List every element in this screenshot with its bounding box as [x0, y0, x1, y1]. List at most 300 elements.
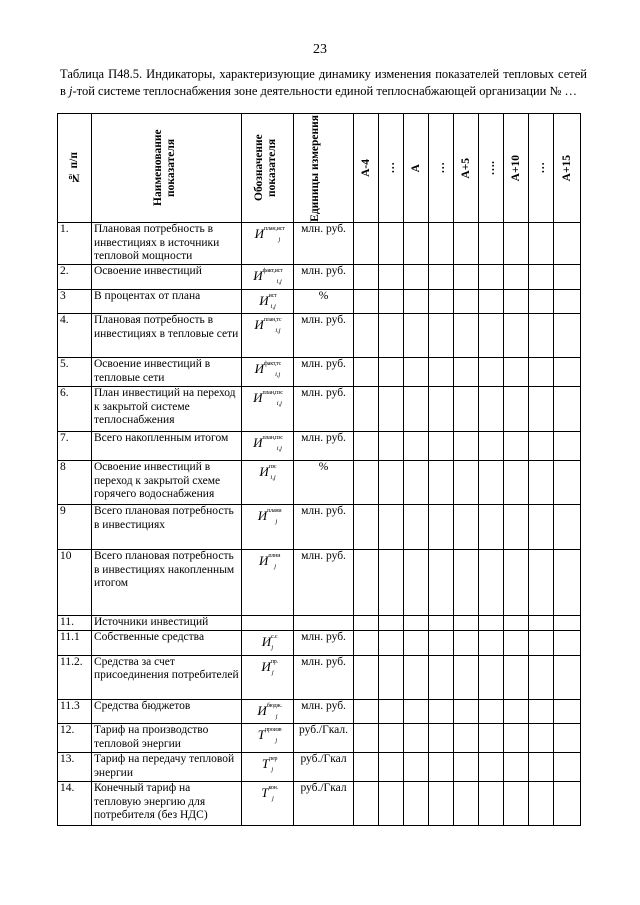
- value-cell: [479, 631, 504, 656]
- value-cell: [504, 550, 529, 616]
- row-number: 10: [58, 550, 92, 616]
- value-cell: [454, 223, 479, 265]
- caption-part-2: -той системе теплоснабжения зоне деятельности единой теплоснабжающей организации № …: [72, 84, 578, 98]
- designation-base: И: [257, 702, 267, 718]
- value-cell: [454, 550, 479, 616]
- value-cell: [429, 505, 454, 550]
- value-cell: [354, 314, 379, 358]
- designation-superscript: плни: [268, 553, 281, 559]
- indicator-unit: млн. руб.: [294, 550, 354, 616]
- designation-subscript: j: [271, 795, 274, 802]
- designation-symbol: [254, 317, 280, 332]
- value-cell: [379, 550, 404, 616]
- table-row: [58, 314, 581, 358]
- designation-base: И: [253, 268, 263, 283]
- value-cell: [454, 387, 479, 432]
- column-header: [479, 114, 504, 223]
- value-cell: [454, 265, 479, 290]
- designation-superscript: план,тс: [263, 317, 282, 323]
- indicator-designation: [242, 753, 294, 782]
- value-cell: [529, 461, 554, 505]
- value-cell: [379, 432, 404, 461]
- header-row: [58, 114, 581, 223]
- value-cell: [529, 223, 554, 265]
- value-cell: [529, 505, 554, 550]
- value-cell: [379, 387, 404, 432]
- value-cell: [429, 358, 454, 387]
- value-cell: [529, 265, 554, 290]
- designation-symbol: [257, 702, 282, 720]
- value-cell: [479, 550, 504, 616]
- value-cell: [379, 724, 404, 753]
- indicator-unit: млн. руб.: [294, 265, 354, 290]
- column-header: [429, 114, 454, 223]
- value-cell: [529, 387, 554, 432]
- value-cell: [354, 631, 379, 656]
- column-header: [58, 114, 92, 223]
- value-cell: [404, 724, 429, 753]
- column-header: [404, 114, 429, 223]
- value-cell: [429, 461, 454, 505]
- indicator-name: Средства за счет присоединения потребителей: [92, 655, 242, 699]
- indicator-designation: [242, 432, 294, 461]
- indicator-designation: [242, 505, 294, 550]
- value-cell: [479, 265, 504, 290]
- value-cell: [354, 223, 379, 265]
- value-cell: [504, 724, 529, 753]
- value-cell: [379, 314, 404, 358]
- value-cell: [479, 616, 504, 631]
- value-cell: [404, 655, 429, 699]
- designation-subscript: j: [275, 712, 278, 720]
- designation-base: Т: [261, 785, 269, 800]
- designation-base: И: [259, 464, 269, 479]
- indicator-designation: [242, 461, 294, 505]
- value-cell: [479, 432, 504, 461]
- row-number: 13.: [58, 753, 92, 782]
- value-cell: [454, 655, 479, 699]
- value-cell: [379, 616, 404, 631]
- table-row: [58, 265, 581, 290]
- designation-superscript: с.с: [271, 634, 278, 640]
- indicator-name: Всего плановая потребность в инвестициях: [92, 505, 242, 550]
- column-header-label: Единицы измерения: [308, 114, 321, 222]
- value-cell: [529, 289, 554, 314]
- value-cell: [354, 387, 379, 432]
- designation-subscript: i,j: [276, 278, 282, 285]
- value-cell: [504, 358, 529, 387]
- column-header: [454, 114, 479, 223]
- value-cell: [454, 432, 479, 461]
- designation-symbol: [254, 226, 285, 243]
- value-cell: [404, 314, 429, 358]
- column-header-label: А+10: [509, 154, 522, 182]
- value-cell: [429, 387, 454, 432]
- row-number: 2.: [58, 265, 92, 290]
- value-cell: [404, 699, 429, 724]
- indicator-name: Собственные средства: [92, 631, 242, 656]
- value-cell: [554, 265, 581, 290]
- indicator-unit: %: [294, 289, 354, 314]
- value-cell: [404, 461, 429, 505]
- row-number: 11.: [58, 616, 92, 631]
- designation-base: И: [257, 508, 268, 523]
- row-number: 6.: [58, 387, 92, 432]
- designation-symbol: [261, 634, 278, 651]
- column-header: [354, 114, 379, 223]
- indicator-name: Освоение инвестиций в тепловые сети: [92, 358, 242, 387]
- value-cell: [454, 358, 479, 387]
- value-cell: [379, 505, 404, 550]
- value-cell: [379, 358, 404, 387]
- value-cell: [554, 550, 581, 616]
- value-cell: [479, 505, 504, 550]
- value-cell: [504, 432, 529, 461]
- value-cell: [529, 550, 554, 616]
- row-number: 11.1: [58, 631, 92, 656]
- column-header-label: А: [409, 163, 422, 173]
- indicator-unit: руб./Гкал: [294, 782, 354, 826]
- indicator-unit: млн. руб.: [294, 223, 354, 265]
- row-number: 1.: [58, 223, 92, 265]
- indicator-designation: [242, 223, 294, 265]
- value-cell: [479, 223, 504, 265]
- designation-symbol: [253, 435, 282, 450]
- value-cell: [379, 461, 404, 505]
- indicator-unit: млн. руб.: [294, 699, 354, 724]
- indicator-name: Плановая потребность в инвестициях в источники тепловой мощности: [92, 223, 242, 265]
- value-cell: [354, 655, 379, 699]
- designation-subscript: i,j: [270, 302, 276, 310]
- indicator-designation: [242, 550, 294, 616]
- value-cell: [479, 289, 504, 314]
- value-cell: [429, 724, 454, 753]
- designation-base: И: [253, 435, 263, 450]
- column-header: [554, 114, 581, 223]
- value-cell: [504, 655, 529, 699]
- indicators-table: [57, 113, 581, 826]
- designation-subscript: j: [275, 518, 278, 525]
- value-cell: [354, 550, 379, 616]
- value-cell: [354, 505, 379, 550]
- indicator-unit: млн. руб.: [294, 655, 354, 699]
- designation-symbol: [261, 785, 278, 802]
- row-number: 5.: [58, 358, 92, 387]
- designation-base: И: [261, 634, 272, 649]
- caption-part-1: Таблица П48.5. Индикаторы, характеризующие динамику изменения показателей тепловых сетей в: [60, 67, 587, 98]
- value-cell: [454, 724, 479, 753]
- table-row: [58, 550, 581, 616]
- value-cell: [529, 655, 554, 699]
- table-caption: [60, 66, 587, 100]
- column-header-label: …: [434, 162, 447, 174]
- column-header-label: А+15: [560, 154, 573, 182]
- indicator-name: Тариф на передачу тепловой энергии: [92, 753, 242, 782]
- indicator-unit: млн. руб.: [294, 358, 354, 387]
- designation-subscript: i,j: [276, 400, 282, 407]
- value-cell: [429, 631, 454, 656]
- indicator-designation: [242, 782, 294, 826]
- value-cell: [529, 432, 554, 461]
- value-cell: [404, 616, 429, 631]
- value-cell: [379, 655, 404, 699]
- value-cell: [379, 753, 404, 782]
- designation-superscript: кон.: [268, 785, 278, 791]
- value-cell: [454, 505, 479, 550]
- designation-superscript: произв: [264, 727, 282, 733]
- designation-symbol: [258, 553, 281, 570]
- value-cell: [404, 550, 429, 616]
- value-cell: [429, 223, 454, 265]
- value-cell: [354, 724, 379, 753]
- row-number: 8: [58, 461, 92, 505]
- column-header: [529, 114, 554, 223]
- column-header: [294, 114, 354, 223]
- designation-subscript: j: [275, 737, 278, 744]
- value-cell: [454, 289, 479, 314]
- indicator-designation: [242, 724, 294, 753]
- designation-superscript: пзс: [268, 464, 277, 470]
- value-cell: [379, 265, 404, 290]
- table-row: [58, 724, 581, 753]
- indicator-name: Всего плановая потребность в инвестициях накопленным итогом: [92, 550, 242, 616]
- row-number: 9: [58, 505, 92, 550]
- column-header: [92, 114, 242, 223]
- value-cell: [554, 387, 581, 432]
- table-row: [58, 461, 581, 505]
- value-cell: [479, 699, 504, 724]
- value-cell: [379, 223, 404, 265]
- indicator-designation: [242, 358, 294, 387]
- value-cell: [479, 461, 504, 505]
- value-cell: [354, 699, 379, 724]
- value-cell: [504, 505, 529, 550]
- value-cell: [354, 616, 379, 631]
- indicator-designation: [242, 655, 294, 699]
- value-cell: [379, 782, 404, 826]
- indicator-designation: [242, 289, 294, 314]
- value-cell: [479, 387, 504, 432]
- indicator-designation: [242, 631, 294, 656]
- column-header-label: Наименование показателя: [151, 129, 177, 207]
- value-cell: [404, 432, 429, 461]
- table-row: [58, 753, 581, 782]
- indicator-name: Тариф на производство тепловой энергии: [92, 724, 242, 753]
- value-cell: [504, 699, 529, 724]
- value-cell: [354, 461, 379, 505]
- column-header: [242, 114, 294, 223]
- column-header-label: А-4: [359, 159, 372, 177]
- value-cell: [454, 631, 479, 656]
- designation-superscript: факт,ист: [262, 268, 283, 274]
- designation-base: Т: [261, 756, 270, 771]
- designation-symbol: [253, 268, 282, 283]
- value-cell: [529, 782, 554, 826]
- value-cell: [429, 289, 454, 314]
- value-cell: [554, 289, 581, 314]
- value-cell: [529, 753, 554, 782]
- row-number: 11.2.: [58, 655, 92, 699]
- designation-superscript: бюдж.: [266, 702, 282, 709]
- designation-superscript: план,пзс: [262, 390, 283, 396]
- value-cell: [504, 616, 529, 631]
- value-cell: [404, 631, 429, 656]
- column-header-label: Обозначение показателя: [252, 134, 278, 202]
- indicator-name: Плановая потребность в инвестициях в тепловые сети: [92, 314, 242, 358]
- value-cell: [504, 782, 529, 826]
- value-cell: [429, 550, 454, 616]
- value-cell: [404, 753, 429, 782]
- indicator-unit: млн. руб.: [294, 314, 354, 358]
- value-cell: [404, 387, 429, 432]
- indicator-designation: [242, 616, 294, 631]
- value-cell: [379, 289, 404, 314]
- indicator-unit: млн. руб.: [294, 505, 354, 550]
- value-cell: [454, 616, 479, 631]
- indicator-designation: [242, 314, 294, 358]
- designation-base: И: [258, 553, 269, 568]
- value-cell: [429, 616, 454, 631]
- designation-subscript: i,j: [275, 371, 281, 378]
- designation-symbol: [257, 727, 282, 744]
- value-cell: [554, 699, 581, 724]
- designation-base: И: [254, 317, 264, 332]
- value-cell: [354, 782, 379, 826]
- value-cell: [504, 753, 529, 782]
- value-cell: [454, 314, 479, 358]
- value-cell: [504, 314, 529, 358]
- value-cell: [479, 358, 504, 387]
- value-cell: [379, 699, 404, 724]
- designation-symbol: [261, 658, 278, 676]
- value-cell: [554, 358, 581, 387]
- value-cell: [504, 387, 529, 432]
- column-header-label: ….: [484, 160, 497, 176]
- value-cell: [354, 753, 379, 782]
- value-cell: [379, 631, 404, 656]
- value-cell: [504, 223, 529, 265]
- caption-variable: j: [69, 84, 73, 98]
- value-cell: [429, 314, 454, 358]
- designation-superscript: план,ист: [264, 226, 285, 232]
- value-cell: [529, 616, 554, 631]
- designation-subscript: j: [274, 563, 277, 570]
- value-cell: [554, 631, 581, 656]
- designation-symbol: [259, 464, 275, 479]
- value-cell: [429, 432, 454, 461]
- designation-symbol: [259, 293, 276, 308]
- value-cell: [354, 358, 379, 387]
- indicator-name: В процентах от плана: [92, 289, 242, 314]
- column-header: [504, 114, 529, 223]
- value-cell: [529, 699, 554, 724]
- value-cell: [479, 753, 504, 782]
- column-header-label: …: [384, 162, 397, 174]
- value-cell: [504, 289, 529, 314]
- value-cell: [429, 265, 454, 290]
- table-row: [58, 631, 581, 656]
- indicator-unit: %: [294, 461, 354, 505]
- value-cell: [554, 432, 581, 461]
- column-header: [379, 114, 404, 223]
- table-row: [58, 505, 581, 550]
- value-cell: [529, 631, 554, 656]
- value-cell: [479, 655, 504, 699]
- indicator-name: Освоение инвестиций: [92, 265, 242, 290]
- table-row: [58, 782, 581, 826]
- value-cell: [429, 782, 454, 826]
- indicator-name: Конечный тариф на тепловую энергию для потребителя (без НДС): [92, 782, 242, 826]
- designation-subscript: i,j: [276, 445, 282, 452]
- indicator-unit: млн. руб.: [294, 432, 354, 461]
- table-row: [58, 699, 581, 724]
- value-cell: [404, 223, 429, 265]
- value-cell: [429, 699, 454, 724]
- value-cell: [554, 223, 581, 265]
- value-cell: [504, 461, 529, 505]
- value-cell: [479, 314, 504, 358]
- value-cell: [454, 782, 479, 826]
- value-cell: [454, 461, 479, 505]
- designation-subscript: j: [271, 766, 274, 773]
- designation-subscript: j: [271, 668, 274, 676]
- value-cell: [554, 782, 581, 826]
- indicator-designation: [242, 387, 294, 432]
- value-cell: [429, 753, 454, 782]
- designation-subscript: i,j: [275, 327, 281, 334]
- value-cell: [529, 314, 554, 358]
- value-cell: [554, 314, 581, 358]
- designation-base: И: [261, 658, 271, 674]
- indicator-name: Всего накопленным итогом: [92, 432, 242, 461]
- indicator-unit: млн. руб.: [294, 631, 354, 656]
- designation-superscript: пер: [269, 756, 278, 762]
- designation-symbol: [253, 390, 282, 405]
- row-number: 7.: [58, 432, 92, 461]
- row-number: 12.: [58, 724, 92, 753]
- table-body: [58, 223, 581, 826]
- value-cell: [404, 358, 429, 387]
- designation-base: И: [254, 361, 265, 376]
- value-cell: [529, 724, 554, 753]
- value-cell: [554, 616, 581, 631]
- value-cell: [404, 289, 429, 314]
- value-cell: [529, 358, 554, 387]
- value-cell: [454, 699, 479, 724]
- value-cell: [429, 655, 454, 699]
- designation-base: И: [253, 390, 263, 405]
- table-row: [58, 289, 581, 314]
- value-cell: [404, 505, 429, 550]
- designation-symbol: [255, 361, 281, 376]
- designation-base: И: [254, 226, 265, 241]
- designation-subscript: i,j: [270, 474, 276, 481]
- column-header-label: А+5: [459, 157, 472, 179]
- table-row: [58, 358, 581, 387]
- value-cell: [504, 631, 529, 656]
- indicator-name: План инвестиций на переход к закрытой системе теплоснабжения: [92, 387, 242, 432]
- value-cell: [554, 461, 581, 505]
- designation-base: Т: [257, 727, 265, 742]
- value-cell: [479, 782, 504, 826]
- designation-superscript: плани: [267, 508, 282, 514]
- designation-base: И: [259, 292, 269, 308]
- value-cell: [554, 753, 581, 782]
- indicator-designation: [242, 265, 294, 290]
- table-row: [58, 616, 581, 631]
- indicator-unit: руб./Гкал: [294, 753, 354, 782]
- designation-symbol: [257, 508, 282, 525]
